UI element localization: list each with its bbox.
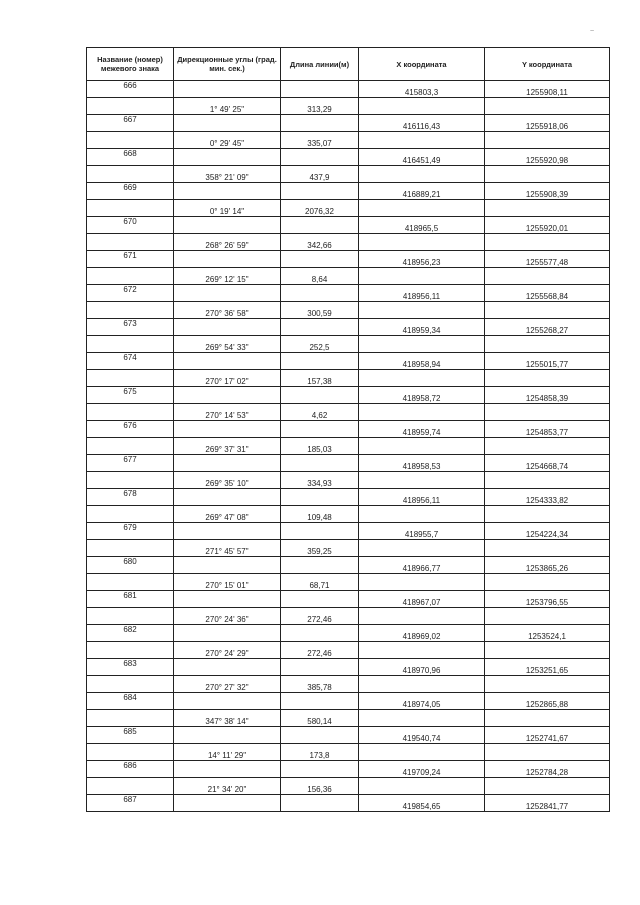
name-cell-empty — [87, 608, 174, 625]
point-x: 418974,05 — [359, 693, 485, 710]
point-x: 418958,72 — [359, 387, 485, 404]
table-row — [87, 693, 610, 710]
length-cell-empty — [281, 455, 359, 472]
segment-angle: 1° 49' 25" — [174, 98, 281, 115]
name-cell-empty — [87, 302, 174, 319]
x-cell-empty — [359, 234, 485, 251]
boundary-coordinates-table — [86, 47, 610, 812]
point-name: 668 — [87, 149, 174, 166]
angle-cell-empty — [174, 81, 281, 98]
point-y: 1254333,82 — [485, 489, 610, 506]
y-cell-empty — [485, 404, 610, 421]
segment-angle: 270° 27' 32" — [174, 676, 281, 693]
point-x: 418966,77 — [359, 557, 485, 574]
x-cell-empty — [359, 744, 485, 761]
point-y: 1253524,1 — [485, 625, 610, 642]
table-row — [87, 251, 610, 268]
point-name: 685 — [87, 727, 174, 744]
point-x: 415803,3 — [359, 81, 485, 98]
x-cell-empty — [359, 370, 485, 387]
segment-length: 342,66 — [281, 234, 359, 251]
table-row — [87, 353, 610, 370]
table-row — [87, 268, 610, 285]
y-cell-empty — [485, 506, 610, 523]
point-name: 672 — [87, 285, 174, 302]
y-cell-empty — [485, 370, 610, 387]
x-cell-empty — [359, 506, 485, 523]
point-name: 686 — [87, 761, 174, 778]
y-cell-empty — [485, 234, 610, 251]
angle-cell-empty — [174, 285, 281, 302]
length-cell-empty — [281, 523, 359, 540]
length-cell-empty — [281, 285, 359, 302]
y-cell-empty — [485, 608, 610, 625]
table-row — [87, 744, 610, 761]
name-cell-empty — [87, 506, 174, 523]
y-cell-empty — [485, 540, 610, 557]
table-row — [87, 727, 610, 744]
segment-angle: 268° 26' 59" — [174, 234, 281, 251]
length-cell-empty — [281, 693, 359, 710]
name-cell-empty — [87, 710, 174, 727]
length-cell-empty — [281, 557, 359, 574]
segment-length: 4,62 — [281, 404, 359, 421]
point-name: 684 — [87, 693, 174, 710]
point-name: 677 — [87, 455, 174, 472]
name-cell-empty — [87, 540, 174, 557]
point-name: 674 — [87, 353, 174, 370]
segment-angle: 0° 19' 14" — [174, 200, 281, 217]
point-name: 667 — [87, 115, 174, 132]
angle-cell-empty — [174, 591, 281, 608]
x-cell-empty — [359, 302, 485, 319]
segment-angle: 270° 24' 36" — [174, 608, 281, 625]
point-x: 418956,11 — [359, 489, 485, 506]
table-row — [87, 166, 610, 183]
angle-cell-empty — [174, 489, 281, 506]
point-x: 419854,65 — [359, 795, 485, 812]
x-cell-empty — [359, 676, 485, 693]
point-name: 680 — [87, 557, 174, 574]
point-name: 670 — [87, 217, 174, 234]
point-name: 673 — [87, 319, 174, 336]
segment-length: 580,14 — [281, 710, 359, 727]
table-row — [87, 132, 610, 149]
length-cell-empty — [281, 81, 359, 98]
header-y: Y координата — [485, 48, 610, 81]
table-row — [87, 285, 610, 302]
point-y: 1252784,28 — [485, 761, 610, 778]
table-row — [87, 200, 610, 217]
y-cell-empty — [485, 744, 610, 761]
name-cell-empty — [87, 268, 174, 285]
name-cell-empty — [87, 574, 174, 591]
segment-angle: 0° 29' 45" — [174, 132, 281, 149]
segment-length: 272,46 — [281, 608, 359, 625]
point-y: 1253796,55 — [485, 591, 610, 608]
segment-angle: 358° 21' 09" — [174, 166, 281, 183]
point-x: 418956,11 — [359, 285, 485, 302]
point-y: 1255568,84 — [485, 285, 610, 302]
name-cell-empty — [87, 744, 174, 761]
point-y: 1255918,06 — [485, 115, 610, 132]
point-x: 418955,7 — [359, 523, 485, 540]
segment-angle: 269° 54' 33" — [174, 336, 281, 353]
length-cell-empty — [281, 115, 359, 132]
point-x: 416116,43 — [359, 115, 485, 132]
table-row — [87, 370, 610, 387]
point-x: 416451,49 — [359, 149, 485, 166]
segment-angle: 270° 36' 58" — [174, 302, 281, 319]
segment-angle: 347° 38' 14" — [174, 710, 281, 727]
table-row — [87, 149, 610, 166]
point-y: 1255920,01 — [485, 217, 610, 234]
table-row — [87, 523, 610, 540]
segment-angle: 269° 12' 15" — [174, 268, 281, 285]
name-cell-empty — [87, 336, 174, 353]
length-cell-empty — [281, 727, 359, 744]
table-row — [87, 625, 610, 642]
length-cell-empty — [281, 251, 359, 268]
length-cell-empty — [281, 761, 359, 778]
segment-length: 272,46 — [281, 642, 359, 659]
y-cell-empty — [485, 710, 610, 727]
length-cell-empty — [281, 353, 359, 370]
point-y: 1254858,39 — [485, 387, 610, 404]
angle-cell-empty — [174, 421, 281, 438]
segment-length: 157,38 — [281, 370, 359, 387]
point-name: 687 — [87, 795, 174, 812]
table-row — [87, 217, 610, 234]
segment-angle: 271° 45' 57" — [174, 540, 281, 557]
segment-length: 2076,32 — [281, 200, 359, 217]
x-cell-empty — [359, 268, 485, 285]
angle-cell-empty — [174, 761, 281, 778]
segment-length: 334,93 — [281, 472, 359, 489]
point-x: 418965,5 — [359, 217, 485, 234]
header-length: Длина линии(м) — [281, 48, 359, 81]
segment-length: 8,64 — [281, 268, 359, 285]
table-row — [87, 115, 610, 132]
x-cell-empty — [359, 166, 485, 183]
angle-cell-empty — [174, 557, 281, 574]
x-cell-empty — [359, 404, 485, 421]
segment-length: 359,25 — [281, 540, 359, 557]
length-cell-empty — [281, 421, 359, 438]
point-x: 419709,24 — [359, 761, 485, 778]
x-cell-empty — [359, 608, 485, 625]
length-cell-empty — [281, 149, 359, 166]
y-cell-empty — [485, 200, 610, 217]
point-y: 1255908,39 — [485, 183, 610, 200]
segment-length: 335,07 — [281, 132, 359, 149]
point-y: 1255908,11 — [485, 81, 610, 98]
x-cell-empty — [359, 472, 485, 489]
point-x: 418956,23 — [359, 251, 485, 268]
x-cell-empty — [359, 778, 485, 795]
table-row — [87, 591, 610, 608]
name-cell-empty — [87, 166, 174, 183]
y-cell-empty — [485, 336, 610, 353]
point-x: 418958,94 — [359, 353, 485, 370]
table-row — [87, 421, 610, 438]
y-cell-empty — [485, 98, 610, 115]
point-y: 1255577,48 — [485, 251, 610, 268]
name-cell-empty — [87, 472, 174, 489]
x-cell-empty — [359, 132, 485, 149]
point-x: 418967,07 — [359, 591, 485, 608]
length-cell-empty — [281, 795, 359, 812]
table-row — [87, 795, 610, 812]
point-x: 418959,74 — [359, 421, 485, 438]
angle-cell-empty — [174, 353, 281, 370]
point-y: 1252865,88 — [485, 693, 610, 710]
x-cell-empty — [359, 710, 485, 727]
angle-cell-empty — [174, 319, 281, 336]
point-y: 1252741,67 — [485, 727, 610, 744]
table-body — [87, 81, 610, 812]
name-cell-empty — [87, 404, 174, 421]
point-y: 1255268,27 — [485, 319, 610, 336]
segment-length: 385,78 — [281, 676, 359, 693]
length-cell-empty — [281, 217, 359, 234]
table-row — [87, 557, 610, 574]
segment-length: 437,9 — [281, 166, 359, 183]
x-cell-empty — [359, 98, 485, 115]
name-cell-empty — [87, 200, 174, 217]
length-cell-empty — [281, 183, 359, 200]
x-cell-empty — [359, 200, 485, 217]
point-name: 671 — [87, 251, 174, 268]
angle-cell-empty — [174, 217, 281, 234]
angle-cell-empty — [174, 251, 281, 268]
point-name: 682 — [87, 625, 174, 642]
table-row — [87, 489, 610, 506]
segment-angle: 14° 11' 29" — [174, 744, 281, 761]
segment-angle: 21° 34' 20" — [174, 778, 281, 795]
table-row — [87, 336, 610, 353]
y-cell-empty — [485, 778, 610, 795]
table-row — [87, 234, 610, 251]
header-angle: Дирекционные углы (град. мин. сек.) — [174, 48, 281, 81]
length-cell-empty — [281, 489, 359, 506]
point-x: 416889,21 — [359, 183, 485, 200]
segment-angle: 269° 47' 08" — [174, 506, 281, 523]
segment-angle: 270° 24' 29" — [174, 642, 281, 659]
name-cell-empty — [87, 132, 174, 149]
table-row — [87, 778, 610, 795]
x-cell-empty — [359, 642, 485, 659]
y-cell-empty — [485, 472, 610, 489]
angle-cell-empty — [174, 115, 281, 132]
segment-length: 109,48 — [281, 506, 359, 523]
segment-length: 252,5 — [281, 336, 359, 353]
name-cell-empty — [87, 234, 174, 251]
table-row — [87, 676, 610, 693]
table-row — [87, 761, 610, 778]
table-row — [87, 506, 610, 523]
corner-mark: ~ — [590, 28, 595, 35]
segment-length: 313,29 — [281, 98, 359, 115]
table-row — [87, 710, 610, 727]
name-cell-empty — [87, 438, 174, 455]
y-cell-empty — [485, 438, 610, 455]
x-cell-empty — [359, 540, 485, 557]
point-y: 1255920,98 — [485, 149, 610, 166]
segment-angle: 270° 17' 02" — [174, 370, 281, 387]
point-x: 419540,74 — [359, 727, 485, 744]
x-cell-empty — [359, 336, 485, 353]
table-row — [87, 183, 610, 200]
point-name: 675 — [87, 387, 174, 404]
segment-length: 185,03 — [281, 438, 359, 455]
segment-angle: 270° 15' 01" — [174, 574, 281, 591]
length-cell-empty — [281, 319, 359, 336]
x-cell-empty — [359, 574, 485, 591]
length-cell-empty — [281, 659, 359, 676]
point-name: 669 — [87, 183, 174, 200]
point-y: 1253251,65 — [485, 659, 610, 676]
table-row — [87, 302, 610, 319]
angle-cell-empty — [174, 387, 281, 404]
y-cell-empty — [485, 132, 610, 149]
point-name: 679 — [87, 523, 174, 540]
y-cell-empty — [485, 676, 610, 693]
segment-length: 68,71 — [281, 574, 359, 591]
segment-angle: 269° 37' 31" — [174, 438, 281, 455]
y-cell-empty — [485, 166, 610, 183]
table-row — [87, 574, 610, 591]
y-cell-empty — [485, 642, 610, 659]
table-row — [87, 642, 610, 659]
point-y: 1254668,74 — [485, 455, 610, 472]
header-x: X координата — [359, 48, 485, 81]
angle-cell-empty — [174, 523, 281, 540]
x-cell-empty — [359, 438, 485, 455]
table-row — [87, 540, 610, 557]
point-y: 1252841,77 — [485, 795, 610, 812]
y-cell-empty — [485, 268, 610, 285]
length-cell-empty — [281, 591, 359, 608]
angle-cell-empty — [174, 149, 281, 166]
point-name: 681 — [87, 591, 174, 608]
name-cell-empty — [87, 778, 174, 795]
table-row — [87, 608, 610, 625]
point-y: 1254224,34 — [485, 523, 610, 540]
length-cell-empty — [281, 625, 359, 642]
name-cell-empty — [87, 676, 174, 693]
point-name: 666 — [87, 81, 174, 98]
segment-angle: 270° 14' 53" — [174, 404, 281, 421]
angle-cell-empty — [174, 625, 281, 642]
table-row — [87, 659, 610, 676]
y-cell-empty — [485, 574, 610, 591]
angle-cell-empty — [174, 659, 281, 676]
angle-cell-empty — [174, 455, 281, 472]
angle-cell-empty — [174, 727, 281, 744]
angle-cell-empty — [174, 183, 281, 200]
point-y: 1254853,77 — [485, 421, 610, 438]
point-x: 418958,53 — [359, 455, 485, 472]
header-name: Название (номер) межевого знака — [87, 48, 174, 81]
point-y: 1255015,77 — [485, 353, 610, 370]
segment-length: 156,36 — [281, 778, 359, 795]
table-row — [87, 387, 610, 404]
table-row — [87, 438, 610, 455]
name-cell-empty — [87, 642, 174, 659]
table-row — [87, 472, 610, 489]
y-cell-empty — [485, 302, 610, 319]
table-row — [87, 319, 610, 336]
angle-cell-empty — [174, 693, 281, 710]
segment-length: 173,8 — [281, 744, 359, 761]
angle-cell-empty — [174, 795, 281, 812]
segment-angle: 269° 35' 10" — [174, 472, 281, 489]
length-cell-empty — [281, 387, 359, 404]
table-row — [87, 81, 610, 98]
table-row — [87, 455, 610, 472]
segment-length: 300,59 — [281, 302, 359, 319]
point-y: 1253865,26 — [485, 557, 610, 574]
point-name: 683 — [87, 659, 174, 676]
table-header-row — [87, 48, 610, 81]
table-row — [87, 98, 610, 115]
name-cell-empty — [87, 98, 174, 115]
table-row — [87, 404, 610, 421]
point-x: 418969,02 — [359, 625, 485, 642]
point-x: 418970,96 — [359, 659, 485, 676]
point-name: 678 — [87, 489, 174, 506]
name-cell-empty — [87, 370, 174, 387]
point-name: 676 — [87, 421, 174, 438]
point-x: 418959,34 — [359, 319, 485, 336]
